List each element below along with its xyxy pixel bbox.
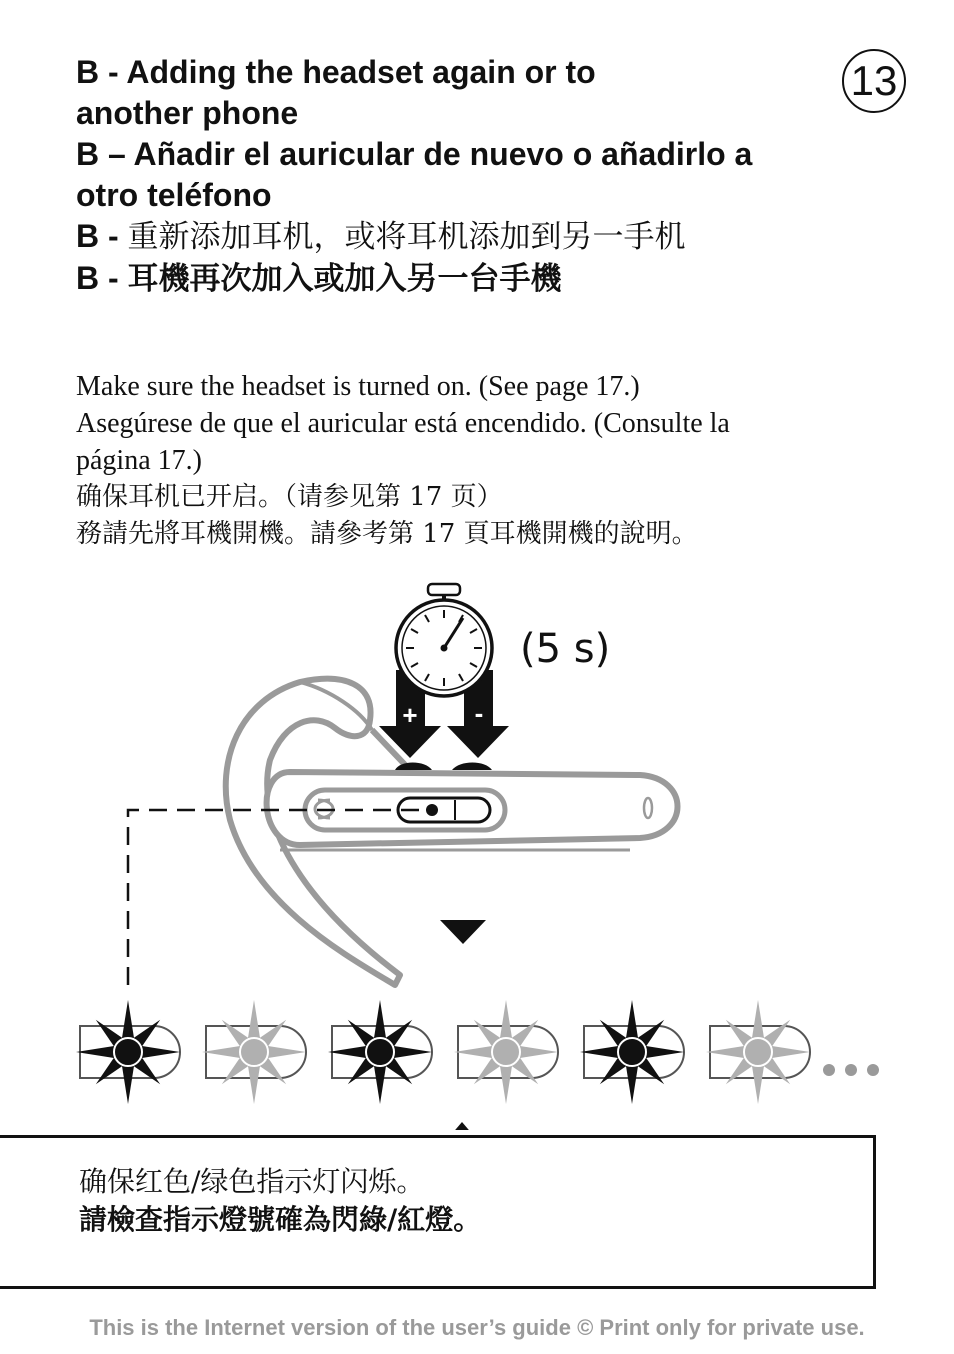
led-flash-2 [202,1000,306,1104]
led-indicator [426,804,438,816]
heading-en-line1: B - Adding the headset again or to [76,54,596,90]
heading-zh-traditional [76,258,856,300]
note-box [0,1135,876,1289]
intro-text [76,368,856,553]
stopwatch-icon [396,584,492,696]
led-flash-6 [706,1000,810,1104]
led-flash-3 [328,1000,432,1104]
headset-illustration [0,570,954,1130]
intro-zh-traditional: 務請先將耳機開機。請參考第 17 頁耳機開機的說明。 [76,519,698,549]
heading-prefix: B - [76,260,128,296]
ellipsis-icon [823,1064,879,1076]
note-zh-traditional: 請檢查指示燈號確為閃綠/紅燈。 [79,1203,482,1236]
heading-es-line1: B – Añadir el auricular de nuevo o añadirlo a [76,136,753,172]
heading-prefix: B - [76,218,128,254]
led-flash-5 [580,1000,684,1104]
minus-label: - [474,698,484,728]
intro-zh-simplified: 确保耳机已开启。（请参见第 17 页） [76,482,503,512]
intro-es-line1: Asegúrese de que el auricular está encendido. (Consulte la [76,408,730,439]
heading-zh-simplified-text: 重新添加耳机，或将耳机添加到另一手机 [127,219,686,255]
heading-en-line2: another phone [76,95,299,131]
intro-en: Make sure the headset is turned on. (See page 17.) [76,371,640,402]
footer-notice: This is the Internet version of the user’s guide © Print only for private use. [89,1315,865,1340]
down-triangle-icon [440,920,486,944]
plus-label: + [402,700,418,730]
led-flash-4 [454,1000,558,1104]
pointer-triangle-icon [450,1122,474,1130]
heading-es-line2: otro teléfono [76,177,272,213]
note-zh-simplified: 确保红色/绿色指示灯闪烁。 [79,1165,425,1198]
timer-label: (5 s) [520,626,611,672]
section-heading [76,52,856,300]
heading-zh-simplified [76,216,856,258]
headset-body [267,763,678,851]
led-flash-1 [76,1000,180,1104]
intro-es-line2: página 17.) [76,445,202,476]
flash-sequence [76,1000,810,1104]
heading-zh-traditional-text: 耳機再次加入或加入另一台手機 [127,261,562,297]
page-number: 13 [842,49,906,113]
